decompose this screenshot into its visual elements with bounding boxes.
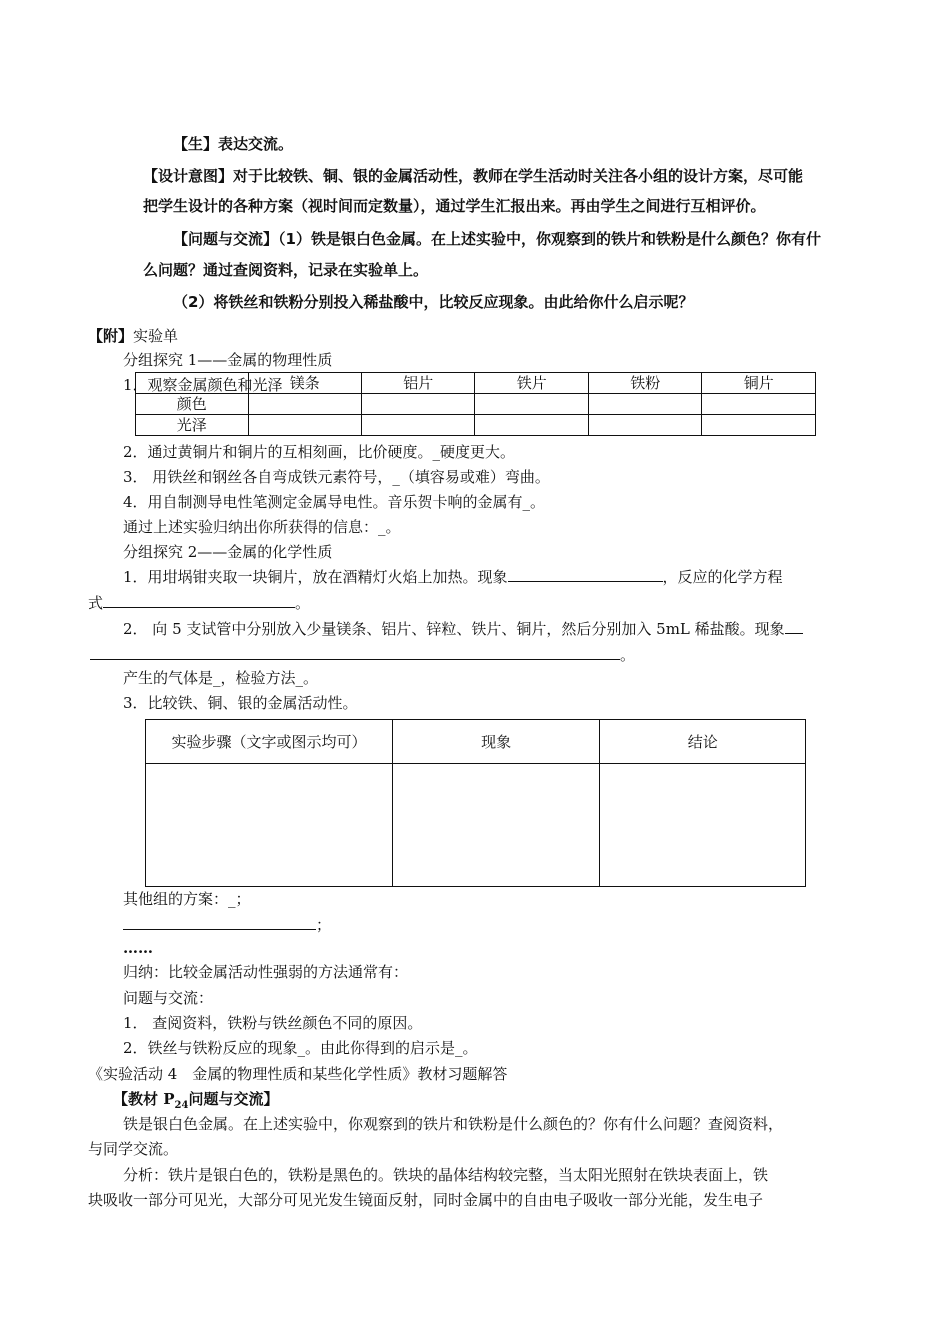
question-paragraph-2: 与同学交流。 <box>88 1140 179 1158</box>
table1-cell[interactable] <box>248 415 361 436</box>
phenomenon-blank[interactable] <box>508 567 663 582</box>
group2-item-2: 2． 向 5 支试管中分别放入少量镁条、铝片、锌粒、铁片、铜片，然后分别加入 5mL 稀盐酸。现象 <box>123 619 803 639</box>
table1-cell[interactable] <box>702 394 816 415</box>
table1-cell[interactable] <box>588 394 701 415</box>
metal-observation-table <box>135 372 816 436</box>
table1-header-2: 铝片 <box>361 373 474 394</box>
table1-cell[interactable] <box>361 415 474 436</box>
group2-item-1: 1．用坩埚钳夹取一块铜片，放在酒精灯火焰上加热。现象 ，反应的化学方程 <box>123 568 783 586</box>
other-groups-line: 其他组的方案：_； <box>123 890 251 908</box>
group1-item-1: 1．观察金属颜色和光泽 <box>123 376 283 394</box>
question-exchange-line-1: 【问题与交流】（1）铁是银白色金属。在上述实验中，你观察到的铁片和铁粉是什么颜色？你有什 <box>173 230 821 248</box>
group1-item-2: 2．通过黄铜片和铜片的互相刻画，比价硬度。_硬度更大。 <box>123 443 516 461</box>
design-intent-line-2: 把学生设计的各种方案（视时间而定数量），通过学生汇报出来。再由学生之间进行互相评价。 <box>143 197 766 215</box>
phenomenon2-blank[interactable] <box>90 645 620 660</box>
qa-heading: 问题与交流： <box>123 989 214 1007</box>
design-intent-line-1: 【设计意图】对于比较铁、铜、银的金属活动性，教师在学生活动时关注各小组的设计方案，尽可能 <box>143 167 804 185</box>
ellipsis: …… <box>123 939 153 957</box>
table2-header-conclusion: 结论 <box>600 720 806 764</box>
analysis-paragraph-2: 块吸收一部分可见光，大部分可见光发生镜面反射，同时金属中的自由电子吸收一部分光能，发生电子 <box>88 1191 764 1209</box>
question-paragraph-1: 铁是银白色金属。在上述实验中，你观察到的铁片和铁粉是什么颜色的？你有什么问题？查阅资料， <box>123 1115 784 1133</box>
group2-item-1-cont: 式 。 <box>88 594 311 612</box>
analysis-paragraph-1: 分析：铁片是银白色的，铁粉是黑色的。铁块的晶体结构较完整，当太阳光照射在铁块表面上，铁 <box>123 1166 769 1184</box>
qa-item-2: 2．铁丝与铁粉反应的现象_。由此你得到的启示是_。 <box>123 1039 478 1057</box>
table1-cell[interactable] <box>588 415 701 436</box>
summary-line: 归纳：比较金属活动性强弱的方法通常有： <box>123 963 409 981</box>
group1-item-4: 4．用自制测导电性笔测定金属导电性。音乐贺卡响的金属有_。 <box>123 493 546 511</box>
question-exchange-line-3: （2）将铁丝和铁粉分别投入稀盐酸中，比较反应现象。由此给你什么启示呢？ <box>173 293 694 311</box>
group2-item-3: 3．比较铁、铜、银的金属活动性。 <box>123 694 358 712</box>
table1-header-4: 铁粉 <box>588 373 701 394</box>
question-exchange-line-2: 么问题？通过查阅资料，记录在实验单上。 <box>143 261 429 279</box>
table2-cell[interactable] <box>146 764 393 887</box>
table1-cell[interactable] <box>475 394 588 415</box>
table2-cell[interactable] <box>600 764 806 887</box>
group2-heading: 分组探究 2——金属的化学性质 <box>123 543 333 561</box>
table1-header-5: 铜片 <box>702 373 816 394</box>
table1-row-luster: 光泽 <box>136 415 249 436</box>
group1-summary: 通过上述实验归纳出你所获得的信息：_。 <box>123 518 401 536</box>
table1-header-3: 铁片 <box>475 373 588 394</box>
activity-comparison-table <box>145 719 806 887</box>
table2-header-phenomenon: 现象 <box>392 720 599 764</box>
group1-heading: 分组探究 1——金属的物理性质 <box>123 351 333 369</box>
table1-cell[interactable] <box>248 394 361 415</box>
group2-item-2-cont: 。 <box>90 645 635 665</box>
gas-test-line: 产生的气体是_，检验方法_。 <box>123 669 319 687</box>
appendix-heading: 【附】实验单 <box>88 327 179 345</box>
table1-cell[interactable] <box>361 394 474 415</box>
equation-blank[interactable] <box>103 593 295 608</box>
table1-header-0 <box>136 373 249 394</box>
answers-title: 《实验活动 4 金属的物理性质和某些化学性质》教材习题解答 <box>88 1065 508 1083</box>
table2-header-steps: 实验步骤（文字或图示均可） <box>146 720 393 764</box>
other-groups-blank-line: ； <box>123 915 331 935</box>
table1-cell[interactable] <box>475 415 588 436</box>
textbook-heading: 【教材 $P_{24}$问题与交流】 <box>113 1090 279 1111</box>
table1-cell[interactable] <box>702 415 816 436</box>
phenomenon2-blank-start[interactable] <box>785 619 803 634</box>
student-exchange: 【生】表达交流。 <box>173 135 294 153</box>
table1-row-color: 颜色 <box>136 394 249 415</box>
qa-item-1: 1． 查阅资料，铁粉与铁丝颜色不同的原因。 <box>123 1014 423 1032</box>
other-groups-blank[interactable] <box>123 915 316 930</box>
group1-item-3: 3． 用铁丝和钢丝各自弯成铁元素符号，_（填容易或难）弯曲。 <box>123 468 550 486</box>
table2-cell[interactable] <box>392 764 599 887</box>
table1-header-1: 镁条 <box>248 373 361 394</box>
